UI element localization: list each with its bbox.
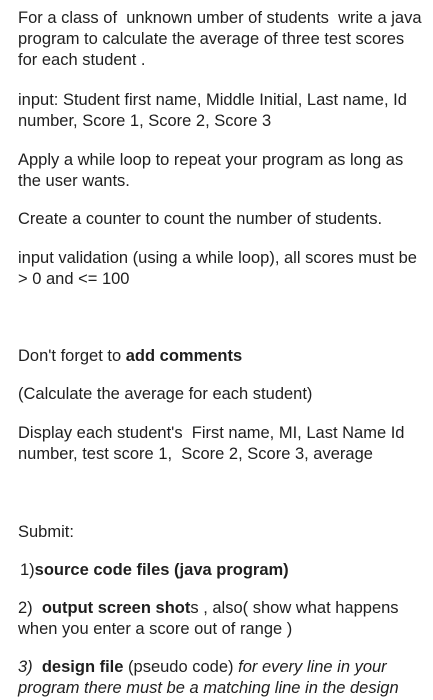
- item-3-bold-text: design file: [41, 658, 124, 676]
- item-1-number: 1): [20, 561, 35, 579]
- input-paragraph: input: Student first name, Middle Initial, Last name, Id number, Score 1, Score 2, Score 3: [18, 91, 412, 130]
- intro-paragraph: For a class of unknown umber of students write a java program to calculate the average of three test scores for each student .: [18, 9, 427, 69]
- submit-item-1: [20, 560, 425, 581]
- display-paragraph: Display each student's First name, MI, Last Name Id number, test score 1, Score 2, Score 3, average: [18, 424, 410, 463]
- comments-emphasis: add comments: [125, 347, 243, 365]
- validation-paragraph: input validation (using a while loop), all scores must be > 0 and <= 100: [18, 249, 422, 288]
- submit-item-3: [18, 657, 423, 699]
- item-3-italic-text: for every line in your program there must be a matching line in the design: [18, 658, 399, 697]
- item-3-plain-text: (pseudo code): [123, 658, 239, 676]
- submit-item-2: [18, 598, 423, 640]
- item-2-bold-text: output screen shot: [41, 599, 191, 617]
- item-2-rest-text: s , also( show what happens when you enter a score out of range ): [18, 599, 404, 638]
- comments-paragraph: [18, 346, 423, 367]
- loop-paragraph: Apply a while loop to repeat your program as long as the user wants.: [18, 151, 408, 190]
- submit-heading: Submit:: [18, 523, 74, 541]
- item-1-text: source code files (java program): [34, 561, 289, 579]
- item-3-number: 3): [18, 658, 42, 676]
- comments-prefix: Don't forget to: [18, 347, 126, 365]
- average-note: (Calculate the average for each student): [18, 385, 313, 403]
- item-2-number: 2): [18, 599, 42, 617]
- counter-paragraph: Create a counter to count the number of students.: [18, 210, 383, 228]
